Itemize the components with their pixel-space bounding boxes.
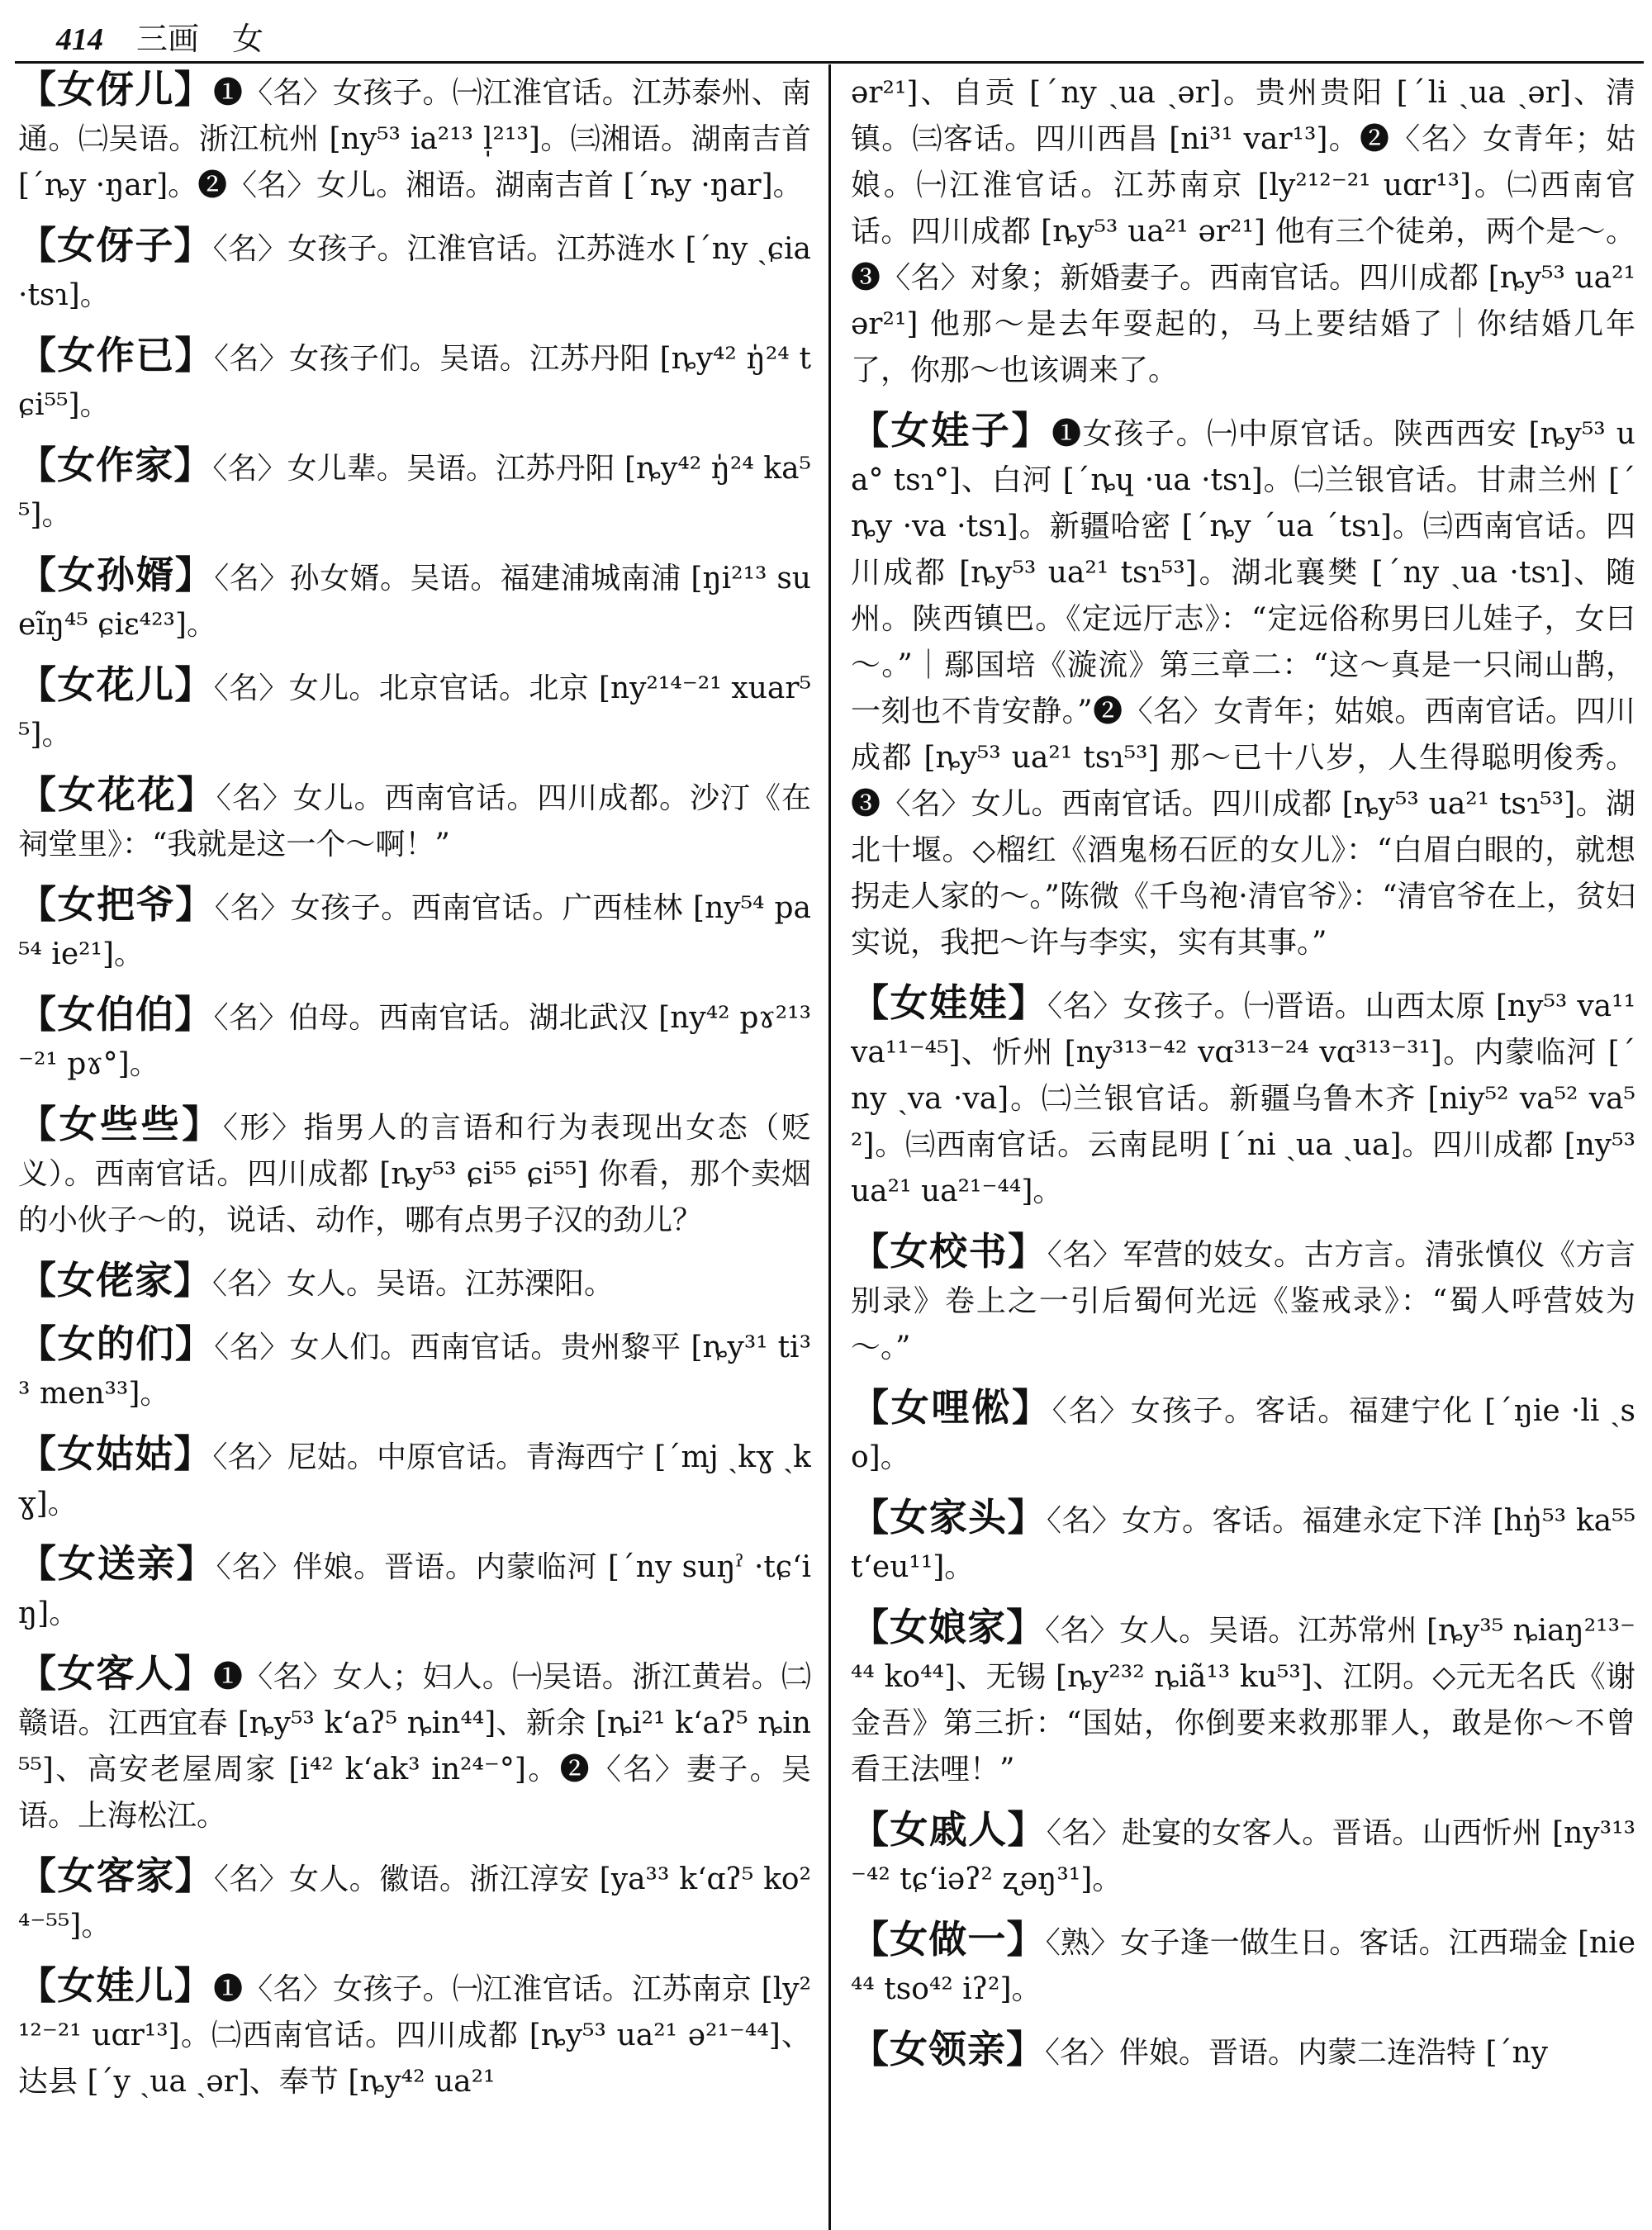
entry-definition: 〈名〉女儿辈。吴语。江苏丹阳 [ȵy⁴² ŋ̍²⁴ ka⁵⁵]。 [18, 452, 811, 532]
entry-definition: ❶〈名〉女人；妇人。㈠吴语。浙江黄岩。㈡赣语。江西宜春 [ȵy⁵³ kʻaʔ⁵ ȵin⁴⁴]、新余 [ȵi²¹ kʻaʔ⁵ ȵin⁵⁵]、高安老屋周家 [i⁴² kʻak³ in²⁴⁻°]。❷〈名〉妻子。吴语。上海松江。 [18, 1660, 811, 1833]
entry-headword: 【女戚人】 [851, 1807, 1047, 1852]
entry-headword: 【女校书】 [851, 1229, 1047, 1274]
column-divider [828, 64, 831, 2230]
right-column [851, 66, 1635, 2230]
entry-headword: 【女作家】 [18, 443, 213, 487]
entry-headword: 【女娃娃】 [851, 980, 1047, 1025]
entry-definition: 〈名〉女人。徽语。浙江淳安 [ya³³ kʻɑʔ⁵ ko²⁴⁻⁵⁵]。 [18, 1862, 811, 1943]
dictionary-entry [18, 1853, 811, 1949]
entry-definition: 〈名〉孙女婿。吴语。福建浦城南浦 [ŋi²¹³ sueĩŋ⁴⁵ ɕiɛ⁴²³]。 [18, 562, 811, 642]
entry-headword: 【女送亲】 [18, 1541, 216, 1586]
dictionary-entry [851, 2026, 1635, 2076]
entry-definition: 〈名〉女人。吴语。江苏常州 [ȵy³⁵ ȵiaŋ²¹³⁻⁴⁴ ko⁴⁴]、无锡 [ȵy²³² ȵiã¹³ ku⁵³]、江阴。◇元无名氏《谢金吾》第三折：“国姑，你倒要来救那罪人，敢是你～不曾看王法哩！” [851, 1614, 1635, 1786]
dictionary-entry [18, 662, 811, 758]
dictionary-entry [18, 332, 811, 429]
dictionary-entry [851, 1604, 1635, 1793]
entry-definition: 〈名〉尼姑。中原官话。青海西宁 [ˊmj ˎkɣ ˎkɣ]。 [18, 1440, 811, 1521]
entry-definition: 〈名〉伯母。西南官话。湖北武汉 [ny⁴² pɤ²¹³⁻²¹ pɤ°]。 [18, 1001, 811, 1081]
dictionary-entry [18, 442, 811, 539]
entry-headword: 【女孙婿】 [18, 553, 215, 597]
entry-definition: 〈名〉女孩子。客话。福建宁化 [ˊŋie ·li ˎso]。 [851, 1394, 1635, 1474]
dictionary-entry [18, 1431, 811, 1527]
page-header [56, 18, 263, 59]
entry-definition: 〈熟〉女子逢一做生日。客话。江西瑞金 [nie⁴⁴ tso⁴² iʔ²]。 [851, 1926, 1635, 2006]
dictionary-entry [851, 407, 1635, 966]
entry-headword: 【女客人】 [18, 1651, 214, 1696]
entry-definition: 〈名〉女孩子。㈠晋语。山西太原 [ny⁵³ va¹¹ va¹¹⁻⁴⁵]、忻州 [ny³¹³⁻⁴² vɑ³¹³⁻²⁴ vɑ³¹³⁻³¹]。内蒙临河 [ˊny ˎva ·va]。㈡兰银官话。新疆乌鲁木齐 [niy⁵² va⁵² va⁵²]。㈢西南官话。云南昆明 [ˊni ˎua ˎua]。四川成都 [ny⁵³ ua²¹ ua²¹⁻⁴⁴]。 [851, 989, 1635, 1208]
entry-definition: 〈名〉女孩子们。吴语。江苏丹阳 [ȵy⁴² ŋ̍²⁴ tɕi⁵⁵]。 [18, 342, 811, 422]
dictionary-entry [18, 1101, 811, 1244]
dictionary-entry [18, 1962, 811, 2105]
entry-definition: 〈名〉女孩子。西南官话。广西桂林 [ny⁵⁴ pa⁵⁴ ie²¹]。 [18, 891, 811, 971]
dictionary-entry [18, 1650, 811, 1839]
entry-headword: 【女伯伯】 [18, 992, 214, 1037]
entry-definition: ər²¹]、自贡 [ˊny ˎua ˎər]。贵州贵阳 [ˊli ˎua ˎər]、清镇。㈢客话。四川西昌 [ni³¹ var¹³]。❷〈名〉女青年；姑娘。㈠江淮官话。江苏南京 [ly²¹²⁻²¹ uɑr¹³]。㈡西南官话。四川成都 [ȵy⁵³ ua²¹ ər²¹] 他有三个徒弟，两个是～。❸〈名〉对象；新婚妻子。西南官话。四川成都 [ȵy⁵³ ua²¹ ər²¹] 他那～是去年耍起的，马上要结婚了｜你结婚几年了，你那～也该调来了。 [851, 76, 1635, 387]
entry-headword: 【女些些】 [18, 1102, 223, 1146]
dictionary-entry [851, 1228, 1635, 1371]
entry-definition: 〈名〉女人们。西南官话。贵州黎平 [ȵy³¹ ti³³ men³³]。 [18, 1331, 811, 1411]
entry-definition: 〈形〉指男人的言语和行为表现出女态（贬义）。西南官话。四川成都 [ȵy⁵³ ɕi⁵⁵ ɕi⁵⁵] 你看，那个卖烟的小伙子～的，说话、动作，哪有点男子汉的劲儿？ [18, 1111, 811, 1237]
entry-headword: 【女作已】 [18, 333, 214, 377]
dictionary-entry [18, 66, 811, 209]
dictionary-entry [851, 1494, 1635, 1591]
left-column [18, 66, 811, 2230]
radical: 女 [232, 21, 264, 57]
entry-headword: 【女花儿】 [18, 662, 214, 707]
entry-headword: 【女把爷】 [18, 882, 215, 927]
entry-headword: 【女伢儿】 [18, 67, 214, 112]
entry-headword: 【女哩倯】 [851, 1385, 1052, 1430]
stroke-count: 三画 [136, 21, 200, 57]
entry-headword: 【女佬家】 [18, 1258, 212, 1302]
dictionary-entry [18, 1321, 811, 1417]
dictionary-entry [851, 1806, 1635, 1903]
entry-headword: 【女领亲】 [851, 2027, 1045, 2071]
dictionary-entry [18, 222, 811, 319]
dictionary-entry [851, 980, 1635, 1215]
entry-definition: ❶〈名〉女孩子。㈠江淮官话。江苏泰州、南通。㈡吴语。浙江杭州 [ny⁵³ ia²¹³ l̩²¹³]。㈢湘语。湖南吉首 [ˊȵy ·ŋar]。❷〈名〉女儿。湘语。湖南吉首 [ˊȵy ·ŋar]。 [18, 76, 811, 202]
entry-headword: 【女伢子】 [18, 223, 213, 268]
entry-definition: ❶〈名〉女孩子。㈠江淮官话。江苏南京 [ly²¹²⁻²¹ uɑr¹³]。㈡西南官话。四川成都 [ȵy⁵³ ua²¹ ə²¹⁻⁴⁴]、达县 [ˊy ˎua ˎər]、奉节 [ȵy⁴² ua²¹ [18, 1972, 811, 2099]
entry-headword: 【女花花】 [18, 772, 216, 817]
entry-headword: 【女娃子】 [851, 408, 1052, 453]
entry-headword: 【女做一】 [851, 1917, 1046, 1962]
entry-definition: 〈名〉女方。客话。福建永定下洋 [hŋ̍⁵³ ka⁵⁵ tʻeu¹¹]。 [851, 1504, 1635, 1584]
dictionary-entry-continued [851, 66, 1635, 394]
header-rule [15, 61, 1644, 64]
dictionary-entry [851, 1916, 1635, 2013]
dictionary-entry [851, 1384, 1635, 1481]
entry-definition: 〈名〉女儿。北京官话。北京 [ny²¹⁴⁻²¹ xuar⁵⁵]。 [18, 671, 811, 752]
entry-headword: 【女的们】 [18, 1321, 215, 1366]
dictionary-entry [18, 1540, 811, 1637]
entry-headword: 【女娘家】 [851, 1605, 1046, 1649]
entry-definition: 〈名〉伴娘。晋语。内蒙二连浩特 [ˊny [1045, 2036, 1549, 2070]
entry-headword: 【女家头】 [851, 1495, 1047, 1540]
dictionary-entry [18, 1257, 811, 1307]
dictionary-entry [18, 771, 811, 868]
page-number: 414 [56, 22, 103, 57]
dictionary-entry [18, 991, 811, 1088]
entry-definition: 〈名〉女人。吴语。江苏溧阳。 [212, 1267, 615, 1301]
dictionary-entry [18, 881, 811, 978]
entry-definition: 〈名〉女儿。西南官话。四川成都。沙汀《在祠堂里》：“我就是这一个～啊！” [18, 781, 811, 861]
dictionary-entry [18, 552, 811, 648]
entry-definition: ❶女孩子。㈠中原官话。陕西西安 [ȵy⁵³ ua° tsɿ°]、白河 [ˊȵɥ ·ua ·tsɿ]。㈡兰银官话。甘肃兰州 [ˊȵy ·va ·tsɿ]。新疆哈密 [ˊȵy ˊua ˊtsɿ]。㈢西南官话。四川成都 [ȵy⁵³ ua²¹ tsɿ⁵³]。湖北襄樊 [ˊny ˎua ·tsɿ]、随州。陕西镇巴。《定远厅志》：“定远俗称男曰儿娃子，女曰～。”｜鄢国培《漩流》第三章二：“这～真是一只闹山鹊，一刻也不肯安静。”❷〈名〉女青年；姑娘。西南官话。四川成都 [ȵy⁵³ ua²¹ tsɿ⁵³] 那～已十八岁，人生得聪明俊秀。❸〈名〉女儿。西南官话。四川成都 [ȵy⁵³ ua²¹ tsɿ⁵³]。湖北十堰。◇榴红《酒鬼杨石匠的女儿》：“白眉白眼的，就想拐走人家的～。”陈微《千鸟袍·清官爷》：“清官爷在上，贫妇实说，我把～许与李实，实有其事。” [851, 417, 1635, 960]
entry-headword: 【女客家】 [18, 1853, 214, 1898]
entry-definition: 〈名〉赴宴的女客人。晋语。山西忻州 [ny³¹³⁻⁴² tɕʻiəʔ² ʐəŋ³¹]。 [851, 1816, 1635, 1896]
entry-headword: 【女姑姑】 [18, 1431, 213, 1476]
entry-definition: 〈名〉女孩子。江淮官话。江苏涟水 [ˊny ˎɕia ·tsɿ]。 [18, 232, 811, 312]
entry-headword: 【女娃儿】 [18, 1963, 214, 2008]
entry-definition: 〈名〉伴娘。晋语。内蒙临河 [ˊny suŋˀ ·tɕʻiŋ]。 [18, 1550, 811, 1630]
entry-definition: 〈名〉军营的妓女。古方言。清张慎仪《方言别录》卷上之一引后蜀何光远《鉴戒录》：“蜀人呼营妓为～。” [851, 1238, 1635, 1364]
